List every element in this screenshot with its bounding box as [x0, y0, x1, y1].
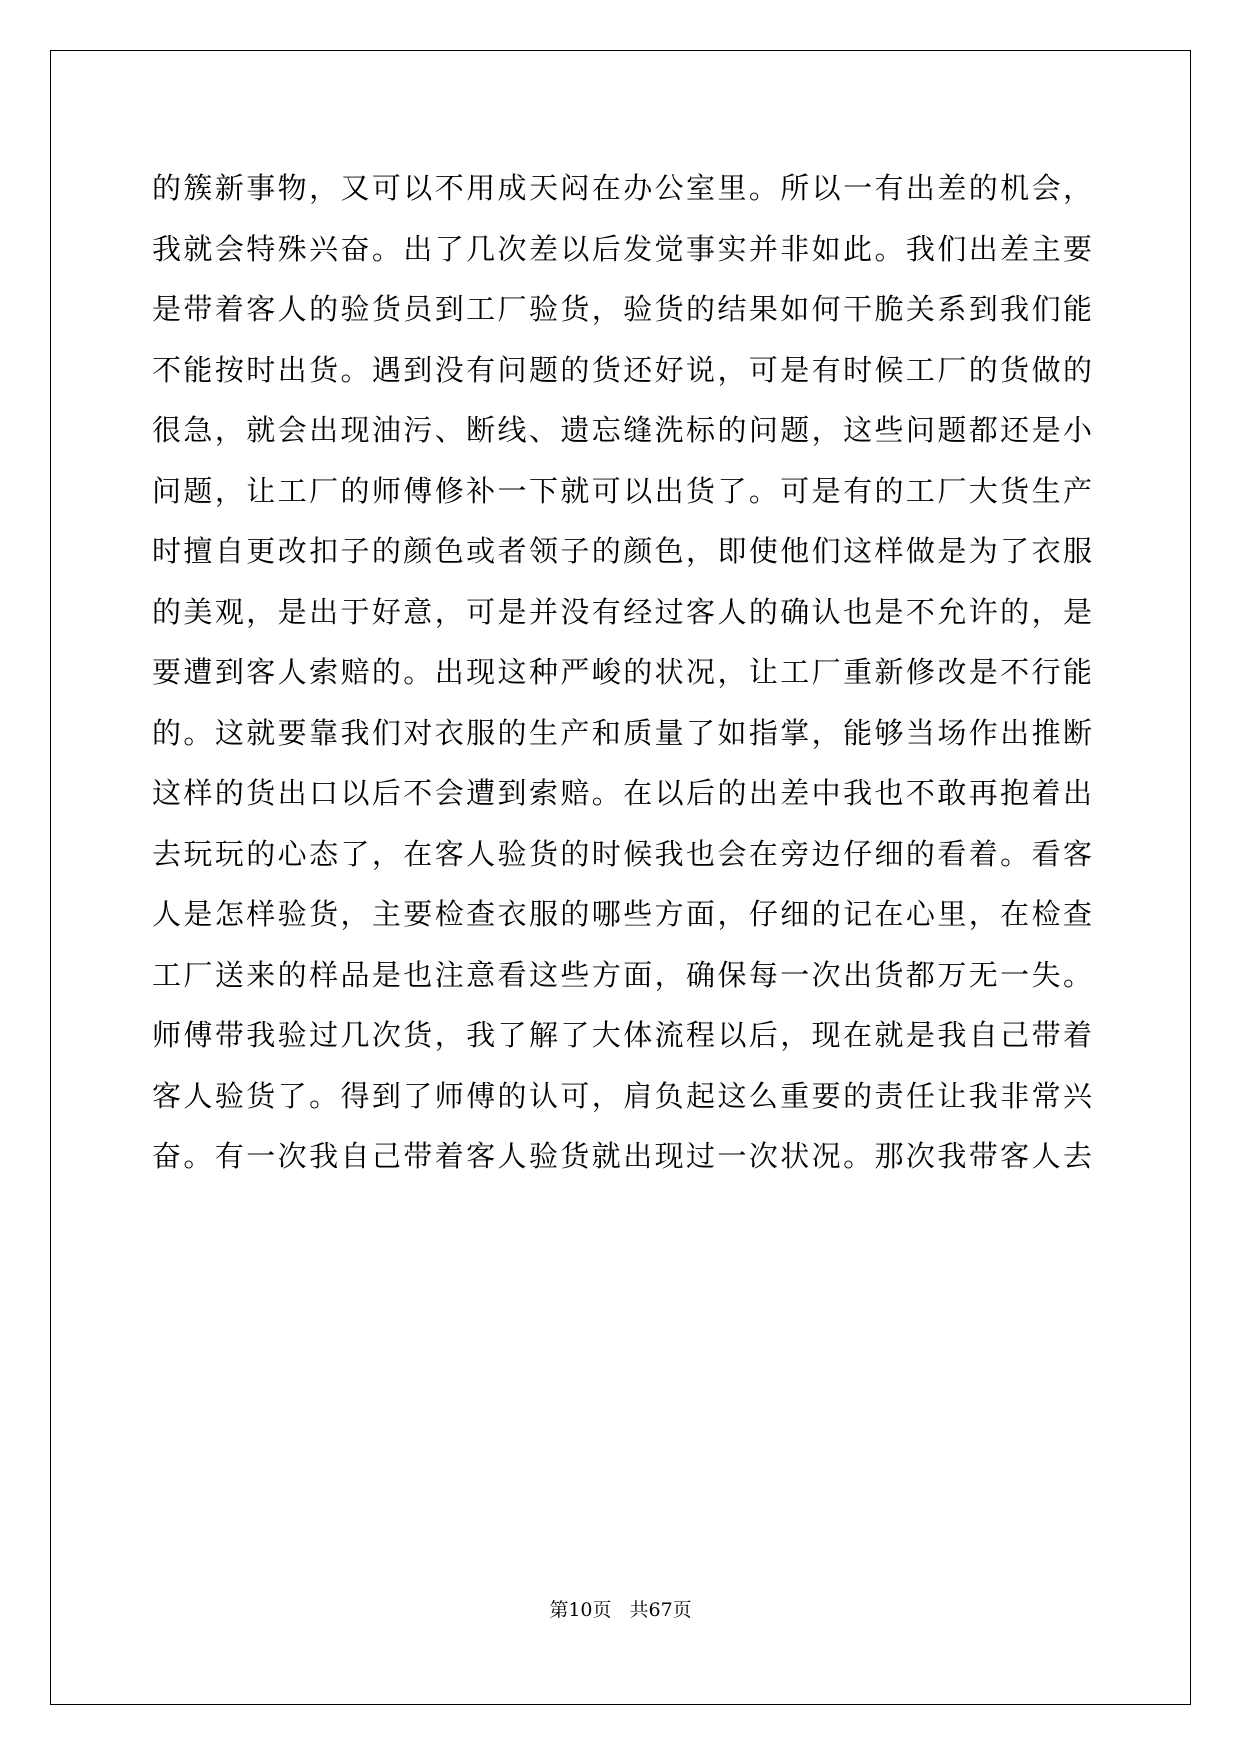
text-line: 客人验货了。得到了师傅的认可，肩负起这么重要的责任让我非常兴 [152, 1078, 1092, 1113]
text-line: 师傅带我验过几次货，我了解了大体流程以后，现在就是我自己带着 [152, 1018, 1092, 1052]
page-footer [0, 1598, 1241, 1622]
text-line: 很急，就会出现油污、断线、遗忘缝洗标的问题，这些问题都还是小 [152, 413, 1092, 447]
page-number: 第10页 [549, 1599, 612, 1621]
text-line: 的簇新事物，又可以不用成天闷在办公室里。所以一有出差的机会， [152, 171, 1092, 205]
text-line: 去玩玩的心态了，在客人验货的时候我也会在旁边仔细的看着。看客 [152, 836, 1092, 871]
text-line: 时擅自更改扣子的颜色或者领子的颜色，即使他们这样做是为了衣服 [152, 534, 1092, 568]
text-line: 要遭到客人索赔的。出现这种严峻的状况，让工厂重新修改是不行能 [152, 655, 1092, 689]
text-line: 问题，让工厂的师傅修补一下就可以出货了。可是有的工厂大货生产 [152, 473, 1092, 508]
text-line: 我就会特殊兴奋。出了几次差以后发觉事实并非如此。我们出差主要 [152, 231, 1092, 266]
page-total: 共67页 [629, 1599, 692, 1621]
text-line: 的。这就要靠我们对衣服的生产和质量了如指掌，能够当场作出推断 [152, 715, 1092, 750]
text-line: 奋。有一次我自己带着客人验货就出现过一次状况。那次我带客人去 [152, 1139, 1092, 1173]
text-line: 是带着客人的验货员到工厂验货，验货的结果如何干脆关系到我们能 [152, 292, 1092, 326]
text-line: 工厂送来的样品是也注意看这些方面，确保每一次出货都万无一失。 [152, 957, 1092, 992]
text-line: 这样的货出口以后不会遭到索赔。在以后的出差中我也不敢再抱着出 [152, 776, 1092, 810]
text-line: 人是怎样验货，主要检查衣服的哪些方面，仔细的记在心里，在检查 [152, 897, 1092, 931]
text-line: 的美观，是出于好意，可是并没有经过客人的确认也是不允许的，是 [152, 594, 1092, 629]
body-text [152, 158, 1092, 1187]
text-line: 不能按时出货。遇到没有问题的货还好说，可是有时候工厂的货做的 [152, 352, 1092, 387]
